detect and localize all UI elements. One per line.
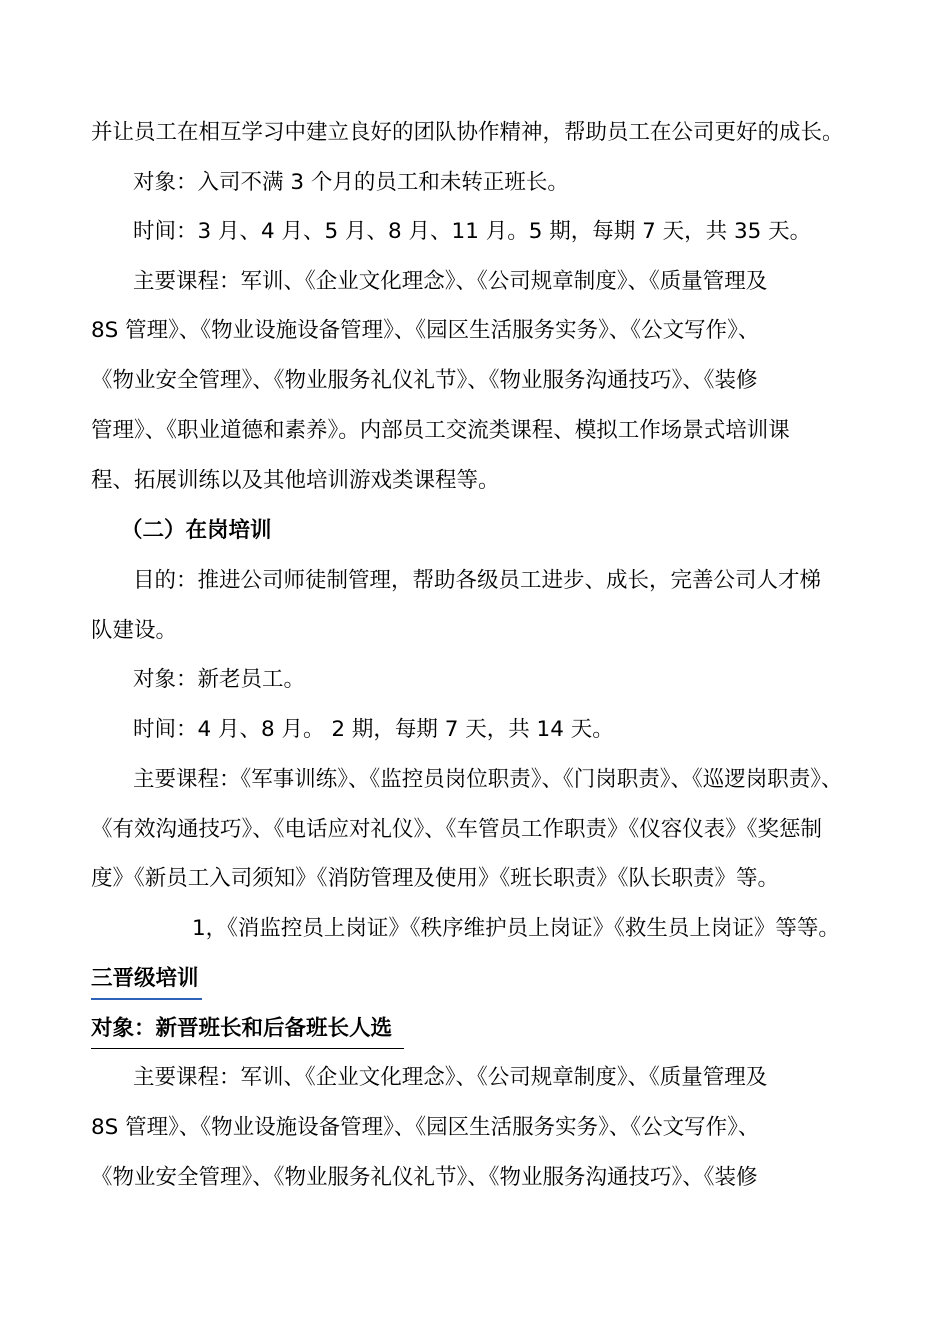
paragraph-line: 对象：入司不满 3 个月的员工和未转正班长。 xyxy=(133,170,569,195)
paragraph-line: 目的：推进公司师徒制管理，帮助各级员工进步、成长，完善公司人才梯 xyxy=(133,568,822,593)
paragraph-line: 并让员工在相互学习中建立良好的团队协作精神，帮助员工在公司更好的成长。 xyxy=(91,120,844,145)
paragraph-line: 《物业安全管理》、《物业服务礼仪礼节》、《物业服务沟通技巧》、《装修 xyxy=(91,368,758,393)
section-heading: （二）在岗培训 xyxy=(121,518,272,543)
paragraph-line: 《有效沟通技巧》、《电话应对礼仪》、《车管员工作职责》《仪容仪表》《奖惩制 xyxy=(91,817,823,842)
paragraph-line: 8S 管理》、《物业设施设备管理》、《园区生活服务实务》、《公文写作》、 xyxy=(91,1115,760,1140)
paragraph-line: 《物业安全管理》、《物业服务礼仪礼节》、《物业服务沟通技巧》、《装修 xyxy=(91,1165,758,1190)
paragraph-line: 主要课程：军训、《企业文化理念》、《公司规章制度》、《质量管理及 xyxy=(133,1065,768,1090)
paragraph-line: 对象：新老员工。 xyxy=(133,667,306,692)
paragraph-line: 主要课程：《军事训练》、《监控员岗位职责》、《门岗职责》、《巡逻岗职责》、 xyxy=(133,767,843,792)
paragraph-line: 程、拓展训练以及其他培训游戏类课程等。 xyxy=(91,468,500,493)
subheading: 对象：新晋班长和后备班长人选 xyxy=(91,1016,393,1041)
heading-underline xyxy=(91,998,202,1000)
paragraph-line: 管理》、《职业道德和素养》。内部员工交流类课程、模拟工作场景式培训课 xyxy=(91,418,790,443)
paragraph-line: 8S 管理》、《物业设施设备管理》、《园区生活服务实务》、《公文写作》、 xyxy=(91,318,760,343)
paragraph-line: 时间：3 月、4 月、5 月、8 月、11 月。5 期，每期 7 天，共 35 天。 xyxy=(133,219,812,244)
section-heading: 三晋级培训 xyxy=(91,966,199,991)
paragraph-line: 1，《消监控员上岗证》《秩序维护员上岗证》《救生员上岗证》等等。 xyxy=(192,916,840,941)
paragraph-line: 主要课程：军训、《企业文化理念》、《公司规章制度》、《质量管理及 xyxy=(133,269,768,294)
paragraph-line: 队建设。 xyxy=(91,618,178,643)
paragraph-line: 时间：4 月、8 月。 2 期，每期 7 天，共 14 天。 xyxy=(133,717,614,742)
paragraph-line: 度》《新员工入司须知》《消防管理及使用》《班长职责》《队长职责》等。 xyxy=(91,866,780,891)
subheading-underline xyxy=(91,1048,404,1049)
